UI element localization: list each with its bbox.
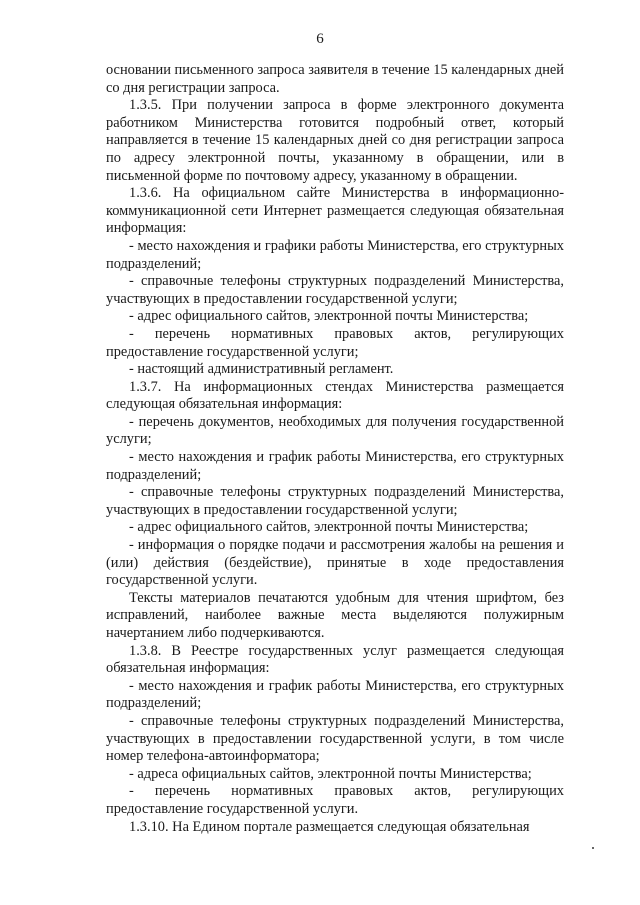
paragraph: 1.3.5. При получении запроса в форме электронного документа работником Министерства готовится подробный ответ, который направляется в течение 15 календарных дней со дня регистрации запроса по адресу электронной почты, указанному в обращении, или в письменной форме по почтовому адресу, указанному в обращении.: [106, 97, 564, 184]
paragraph: - место нахождения и график работы Министерства, его структурных подразделений;: [106, 677, 564, 712]
paragraph: - место нахождения и графики работы Министерства, его структурных подразделений;: [106, 237, 564, 272]
paragraph: - информация о порядке подачи и рассмотрения жалобы на решения и (или) действия (бездействие), принятые в ходе предоставления государственной услуги.: [106, 537, 564, 589]
paragraph: - адрес официального сайтов, электронной почты Министерства;: [129, 308, 529, 325]
scan-speck: [592, 847, 594, 849]
paragraph: - перечень документов, необходимых для получения государственной услуги;: [106, 413, 564, 448]
paragraph: 1.3.6. На официальном сайте Министерства в информационно-коммуникационной сети Интернет размещается следующая обязательная информация:: [106, 185, 564, 237]
paragraph: 1.3.10. На Едином портале размещается следующая обязательная: [129, 818, 530, 835]
paragraph: - место нахождения и график работы Министерства, его структурных подразделений;: [106, 449, 564, 483]
paragraph: 1.3.7. На информационных стендах Министерства размещается следующая обязательная информация:: [106, 378, 564, 413]
paragraph: - перечень нормативных правовых актов, регулирующих предоставление государственной услуги.: [106, 783, 564, 817]
paragraph: основании письменного запроса заявителя в течение 15 календарных дней со дня регистрации запроса.: [106, 62, 564, 96]
document-body: [106, 62, 564, 836]
paragraph: - адрес официального сайтов, электронной почты Министерства;: [129, 519, 529, 536]
paragraph: - справочные телефоны структурных подразделений Министерства, участвующих в предоставлении государственной услуги;: [106, 273, 564, 307]
paragraph: - справочные телефоны структурных подразделений Министерства, участвующих в предоставлении государственной услуги;: [106, 484, 564, 518]
paragraph: - настоящий административный регламент.: [129, 361, 394, 378]
paragraph: - справочные телефоны структурных подразделений Министерства, участвующих в предоставлении государственной услуги, в том числе номер телефона-автоинформатора;: [106, 712, 564, 765]
page-number: 6: [316, 31, 324, 47]
paragraph: Тексты материалов печатаются удобным для чтения шрифтом, без исправлений, наиболее важные места выделяются полужирным начертанием либо подчеркиваются.: [106, 589, 564, 641]
paragraph: - перечень нормативных правовых актов, регулирующих предоставление государственной услуги;: [106, 325, 564, 360]
paragraph: 1.3.8. В Реестре государственных услуг размещается следующая обязательная информация:: [106, 642, 564, 677]
paragraph: - адреса официальных сайтов, электронной почты Министерства;: [129, 765, 532, 782]
